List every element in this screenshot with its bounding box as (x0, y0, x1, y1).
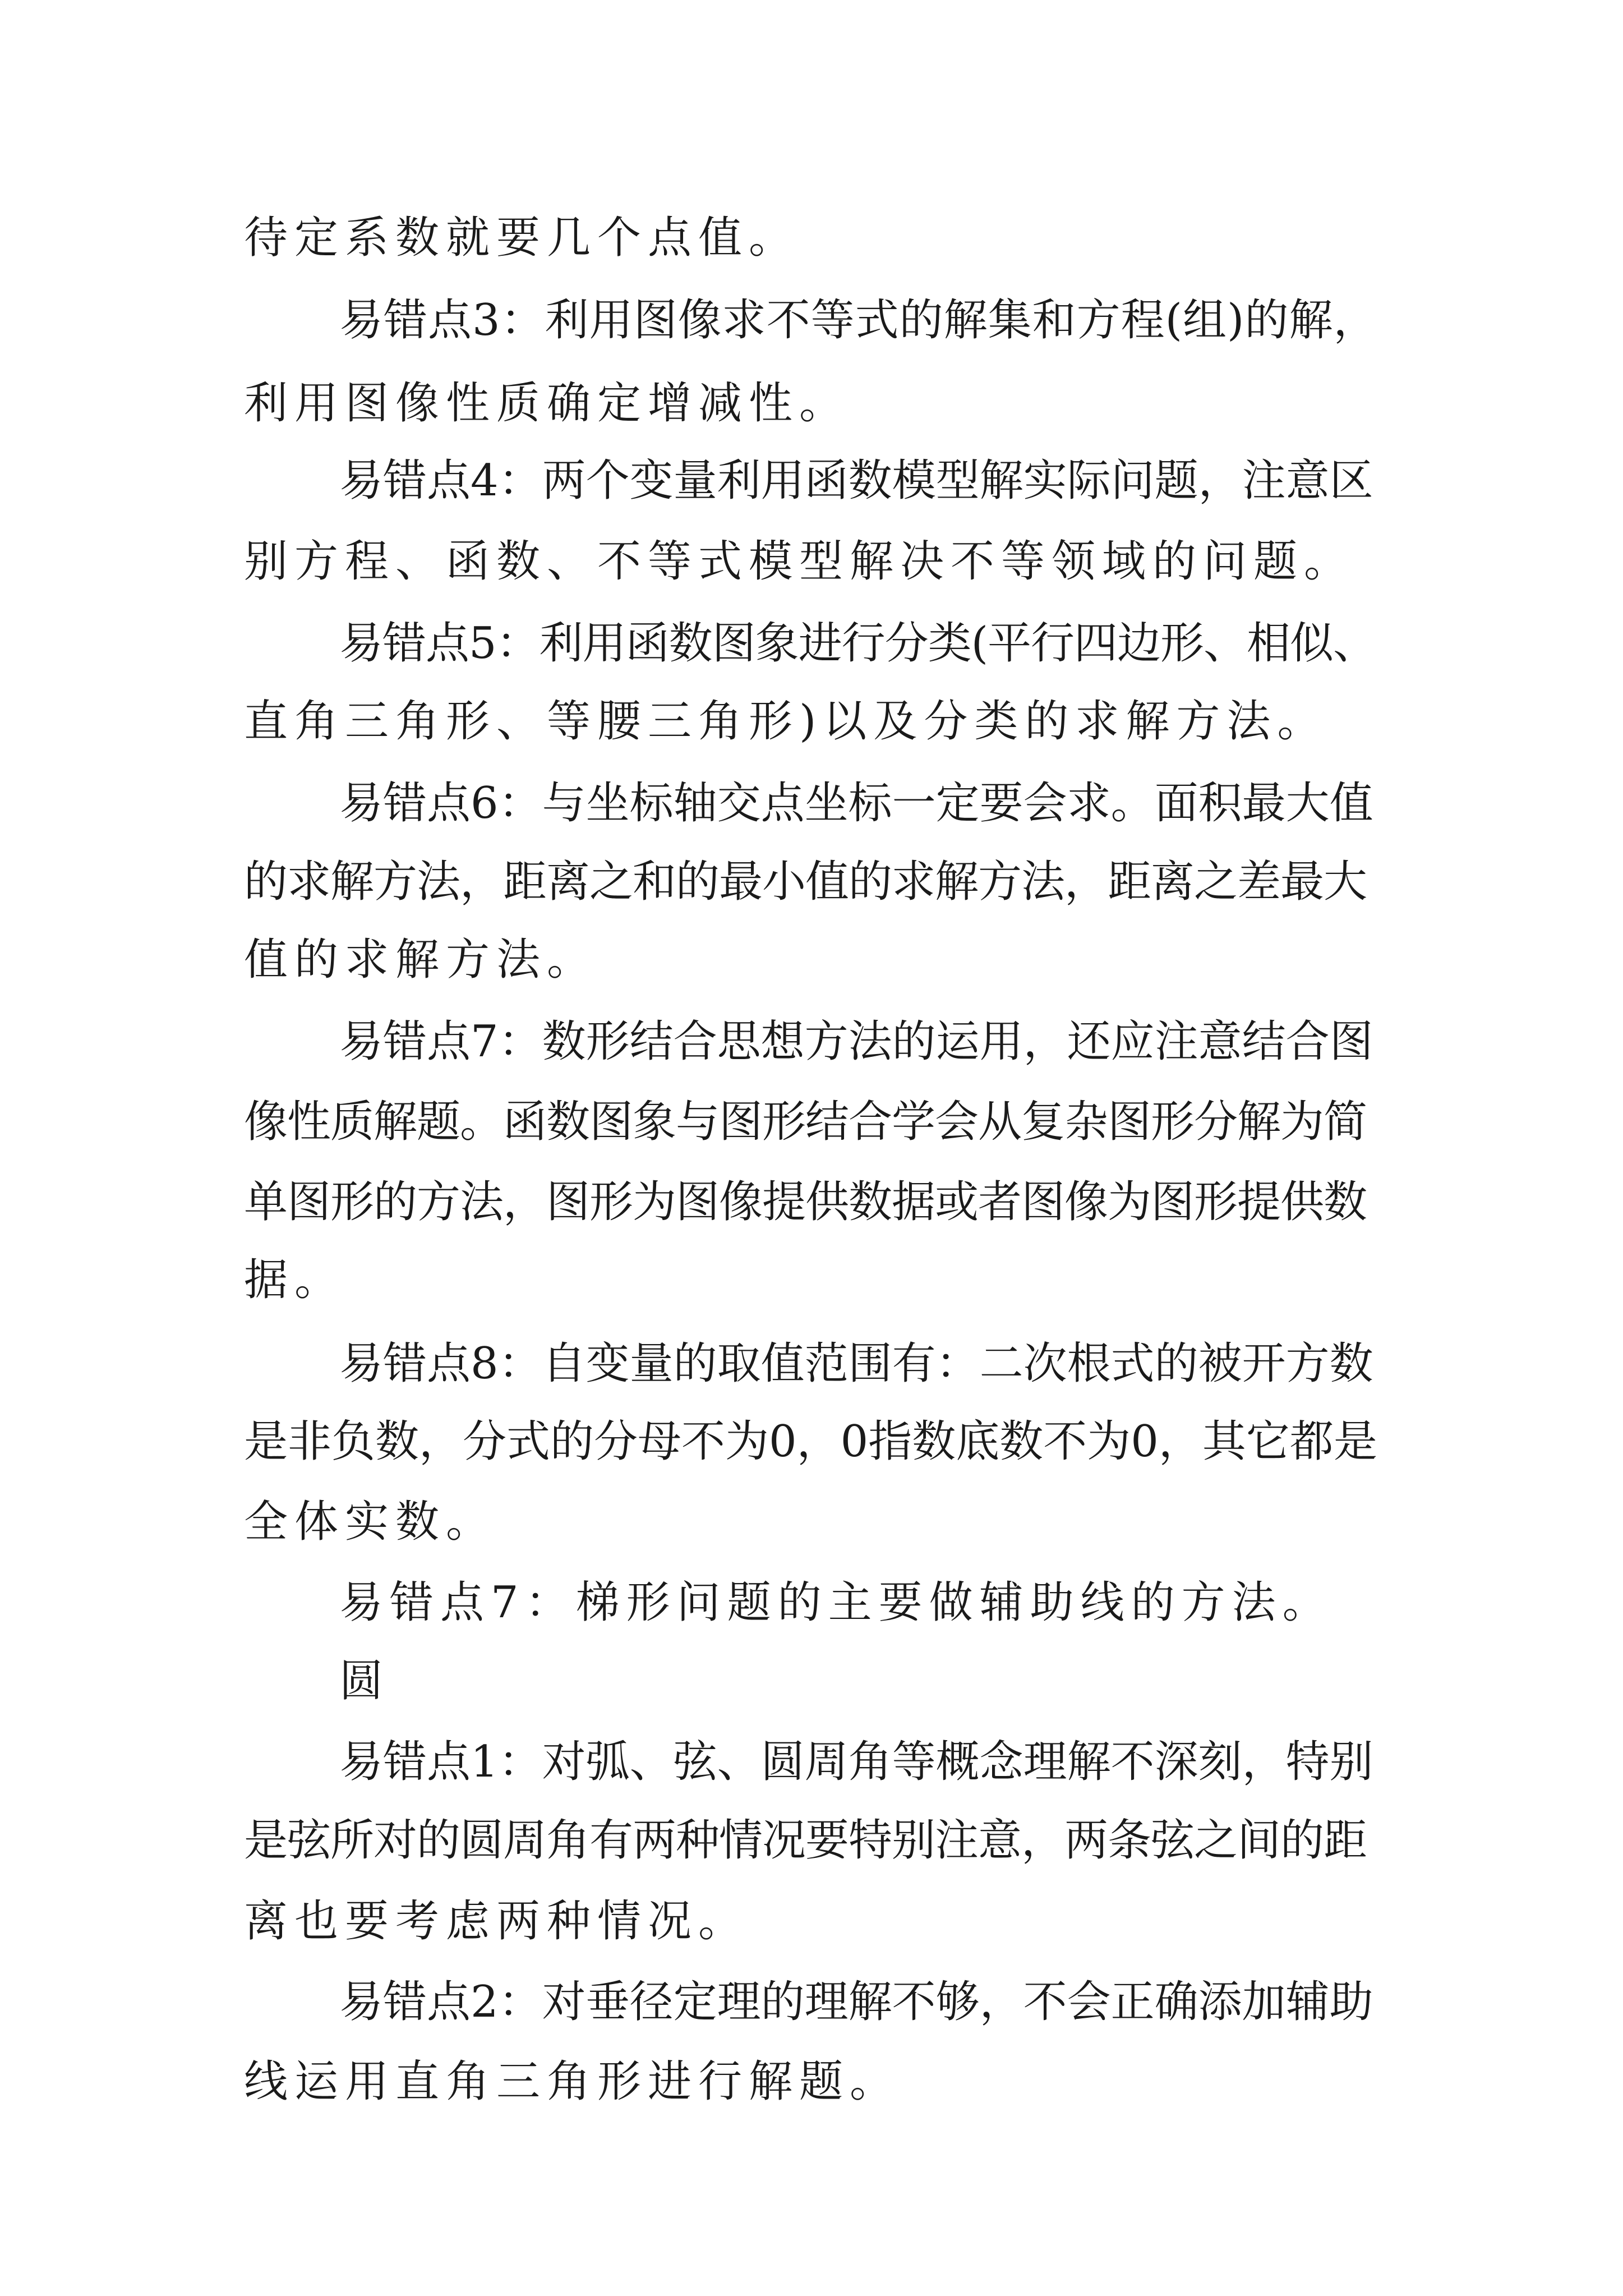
text-line: 是非负数，分式的分母不为0，0指数底数不为0，其它都是 (244, 1416, 1377, 1467)
text-line: 易错点3：利用图像求不等式的解集和方程(组)的解， (339, 295, 1378, 346)
text-line: 单图形的方法，图形为图像提供数据或者图像为图形提供数 (244, 1177, 1367, 1227)
text-line: 离也要考虑两种情况。 (244, 1896, 749, 1947)
section-heading: 圆 (339, 1656, 390, 1706)
text-line: 易错点8：自变量的取值范围有：二次根式的被开方数 (339, 1338, 1373, 1389)
text-line: 易错点7：数形结合思想方法的运用，还应注意结合图 (339, 1016, 1373, 1067)
text-line: 值的求解方法。 (244, 935, 598, 985)
text-line: 易错点1：对弧、弦、圆周角等概念理解不深刻，特别 (339, 1737, 1373, 1787)
text-line: 易错点5：利用函数图象进行分类(平行四边形、相似、 (339, 618, 1377, 669)
text-line: 待定系数就要几个点值。 (244, 213, 800, 263)
text-line: 直角三角形、等腰三角形)以及分类的求解方法。 (244, 696, 1328, 747)
text-line: 利用图像性质确定增减性。 (244, 378, 850, 429)
text-line: 易错点7：梯形问题的主要做辅助线的方法。 (339, 1577, 1333, 1628)
text-line: 全体实数。 (244, 1497, 497, 1547)
text-line: 线运用直角三角形进行解题。 (244, 2056, 901, 2107)
text-line: 像性质解题。函数图象与图形结合学会从复杂图形分解为简 (244, 1097, 1367, 1147)
text-line: 易错点4：两个变量利用函数模型解实际问题，注意区 (339, 455, 1373, 506)
text-line: 是弦所对的圆周角有两种情况要特别注意，两条弦之间的距 (244, 1815, 1367, 1866)
text-line: 别方程、函数、不等式模型解决不等领域的问题。 (244, 536, 1355, 587)
text-line: 据。 (244, 1255, 345, 1305)
text-line: 的求解方法，距离之和的最小值的求解方法，距离之差最大 (244, 857, 1367, 907)
text-line: 易错点2：对垂径定理的理解不够，不会正确添加辅助 (339, 1977, 1373, 2027)
text-line: 易错点6：与坐标轴交点坐标一定要会求。面积最大值 (339, 778, 1373, 829)
